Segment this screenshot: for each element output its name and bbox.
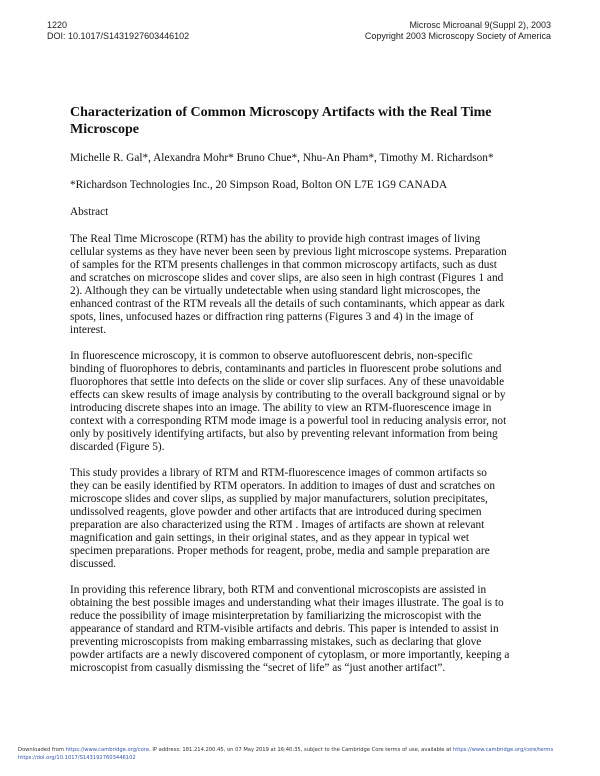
ip-notice: . IP address: 181.214.200.45, on 07 May 2019 at 16:40:35, subject to the Cambridge Core terms of use, available at: [149, 747, 452, 753]
doi-label: DOI: 10.1017/S1431927603446102: [47, 31, 190, 41]
text-line: In fluorescence microscopy, it is common to observe autofluorescent debris, non-specific: [70, 350, 473, 362]
text-line: and scratches on microscope slides and cover slips, are also seen in high contrast (Figures 1 and: [70, 272, 504, 284]
text-line: undissolved reagents, glove powder and other artifacts that are introduced during specimen: [70, 506, 482, 518]
text-line: interest.: [70, 324, 107, 336]
text-line: introducing discrete shapes into an image. The ability to view an RTM-fluorescence image in: [70, 402, 492, 414]
text-line: only by positively identifying artifacts, but also by preventing relevant information from being: [70, 428, 498, 440]
text-line: cellular systems as they have never been seen by previous light microscope systems. Preparation: [70, 246, 507, 258]
text-line: fluorophores that settle into defects on the slide or cover slip surfaces. Any of these unavoidable: [70, 376, 505, 388]
doi-link[interactable]: https://doi.org/10.1017/S1431927603446102: [18, 755, 136, 761]
text-line: preventing microscopists from making embarrassing mistakes, such as declaring that glove: [70, 636, 482, 648]
page-header-right: [365, 20, 551, 42]
text-line: effects can skew results of image analysis by contributing to the overall background signal or by: [70, 389, 506, 401]
cambridge-core-link[interactable]: https://www.cambridge.org/core: [65, 747, 150, 753]
text-line: specimen preparations. Proper methods for reagent, probe, media and sample preparation are: [70, 545, 490, 557]
downloaded-from-label: Downloaded from: [18, 747, 64, 753]
terms-link[interactable]: https://www.cambridge.org/core/terms: [453, 747, 554, 753]
abstract-paragraph-2: [70, 350, 530, 454]
text-line: microscope slides and cover slips, as supplied by major manufacturers, solution precipitates,: [70, 493, 488, 505]
text-line: preparation are also characterized using the RTM . Images of artifacts are shown at relevant: [70, 519, 485, 531]
author-list: Michelle R. Gal*, Alexandra Mohr* Bruno Chue*, Nhu-An Pham*, Timothy M. Richardson*: [70, 152, 494, 164]
journal-citation: Microsc Microanal 9(Suppl 2), 2003: [409, 20, 551, 30]
copyright-notice: Copyright 2003 Microscopy Society of America: [364, 31, 551, 41]
footer-line-1: [18, 746, 588, 754]
text-line: context with a corresponding RTM mode image is a powerful tool in reducing analysis error, not: [70, 415, 507, 427]
paper-title: Characterization of Common Microscopy Artifacts with the Real Time Microscope: [70, 105, 492, 137]
text-line: magnification and gain settings, in their original states, and as they appear in typical wet: [70, 532, 470, 544]
abstract-paragraph-1: [70, 233, 530, 337]
download-footer: [18, 746, 588, 762]
text-line: of samples for the RTM presents challenges in that common microscopy artifacts, such as dust: [70, 259, 497, 271]
text-line: obtaining the best possible images and understanding what their images illustrate. The goal is to: [70, 597, 504, 609]
text-line: In providing this reference library, both RTM and conventional microscopists are assisted in: [70, 584, 487, 596]
abstract-heading: Abstract: [70, 206, 109, 218]
abstract-paragraph-3: [70, 467, 530, 571]
page-number: 1220: [47, 20, 68, 30]
text-line: The Real Time Microscope (RTM) has the ability to provide high contrast images of living: [70, 233, 481, 245]
text-line: 2). Although they can be virtually undetectable when using standard light microscopes, the: [70, 285, 481, 297]
text-line: This study provides a library of RTM and RTM-fluorescence images of common artifacts so: [70, 467, 487, 479]
text-line: they can be easily identified by RTM operators. In addition to images of dust and scratches on: [70, 480, 496, 492]
abstract-paragraph-4: [70, 584, 530, 675]
text-line: enhanced contrast of the RTM reveals all the details of such contaminants, which appear as dark: [70, 298, 505, 310]
text-line: appearance of standard and RTM-visible artifacts and debris. This paper is intended to assist in: [70, 623, 499, 635]
text-line: powder artifacts are a newly discovered component of cytoplasm, or more importantly, keeping a: [70, 649, 510, 661]
text-line: binding of fluorophores to debris, contaminants and particles in fluorescent probe solutions and: [70, 363, 502, 375]
text-line: spots, lines, unfocused hazes or diffraction ring patterns (Figures 3 and 4) in the image of: [70, 311, 474, 323]
text-line: microscopist from casually dismissing the “secret of life” as “just another artifact”.: [70, 662, 446, 674]
text-line: discarded (Figure 5).: [70, 441, 165, 453]
paper-body: [70, 104, 530, 688]
page-header-left: [47, 20, 189, 42]
affiliation: *Richardson Technologies Inc., 20 Simpson Road, Bolton ON L7E 1G9 CANADA: [70, 179, 448, 191]
text-line: discussed.: [70, 558, 117, 570]
text-line: reduce the possibility of image misinterpretation by familiarizing the microscopist with the: [70, 610, 482, 622]
